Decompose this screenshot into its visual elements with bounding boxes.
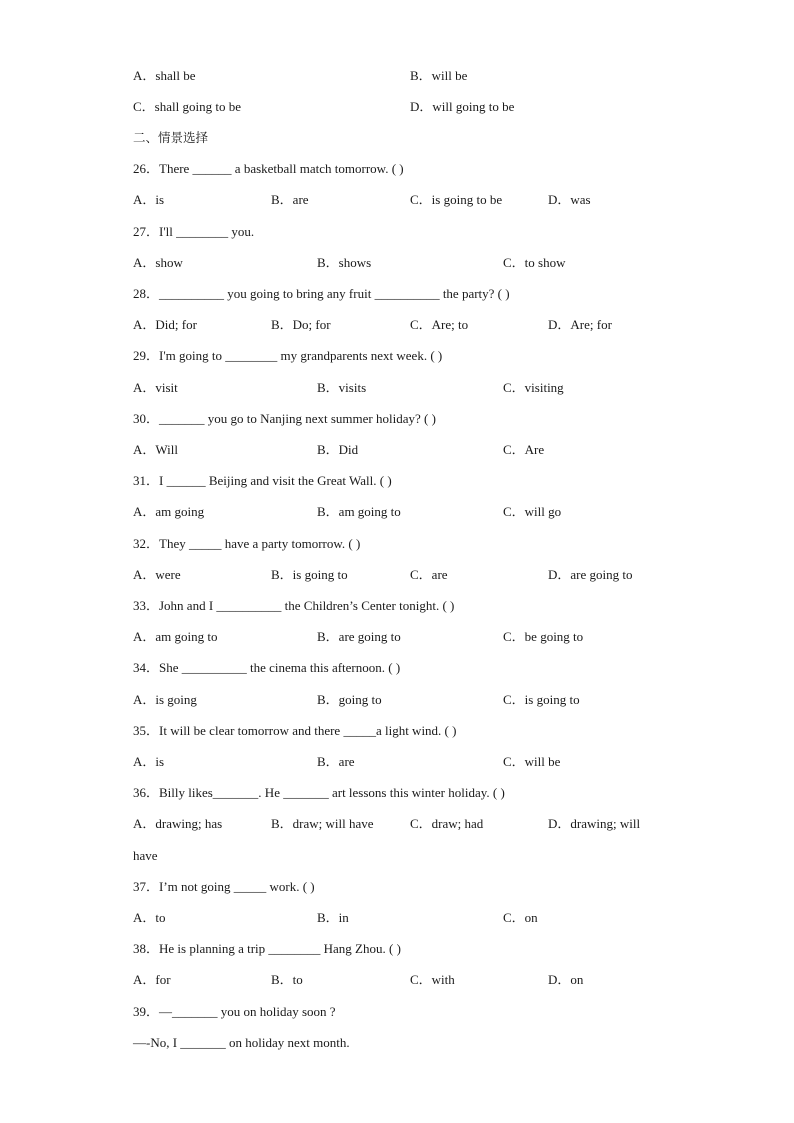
- question-29: 29．I'm going to ________ my grandparents next week. ( ): [133, 348, 443, 363]
- q38-option-d: D．on: [548, 972, 584, 987]
- q31-option-c: C．will go: [503, 504, 562, 519]
- option-b-will-be: B．will be: [410, 68, 468, 83]
- q38-option-a: A．for: [133, 972, 171, 987]
- question-32: 32．They _____ have a party tomorrow. ( ): [133, 536, 361, 551]
- question-28: 28．__________ you going to bring any fruit __________ the party? ( ): [133, 286, 510, 301]
- q27-option-b: B．shows: [317, 255, 372, 270]
- question-30: 30．_______ you go to Nanjing next summer holiday? ( ): [133, 411, 436, 426]
- question-37: 37．I’m not going _____ work. ( ): [133, 879, 315, 894]
- q36-option-b: B．draw; will have: [271, 816, 374, 831]
- question-36: 36．Billy likes_______. He _______ art lessons this winter holiday. ( ): [133, 785, 505, 800]
- q26-option-c: C．is going to be: [410, 192, 503, 207]
- q31-option-b: B．am going to: [317, 504, 401, 519]
- q35-option-a: A．is: [133, 754, 165, 769]
- option-c-shall-going-to-be: C．shall going to be: [133, 99, 241, 114]
- q30-option-b: B．Did: [317, 442, 359, 457]
- q33-option-c: C．be going to: [503, 629, 584, 644]
- q38-option-c: C．with: [410, 972, 455, 987]
- q30-option-a: A．Will: [133, 442, 178, 457]
- q28-option-c: C．Are; to: [410, 317, 469, 332]
- q34-option-a: A．is going: [133, 692, 197, 707]
- q37-option-b: B．in: [317, 910, 349, 925]
- question-31: 31．I ______ Beijing and visit the Great Wall. ( ): [133, 473, 392, 488]
- q29-option-c: C．visiting: [503, 380, 564, 395]
- question-26: 26．There ______ a basketball match tomorrow. ( ): [133, 161, 404, 176]
- q31-option-a: A．am going: [133, 504, 205, 519]
- question-33: 33．John and I __________ the Children’s Center tonight. ( ): [133, 598, 455, 613]
- q33-option-b: B．are going to: [317, 629, 401, 644]
- q32-option-b: B．is going to: [271, 567, 348, 582]
- question-38: 38．He is planning a trip ________ Hang Zhou. ( ): [133, 941, 401, 956]
- question-35: 35．It will be clear tomorrow and there _____a light wind. ( ): [133, 723, 457, 738]
- q27-option-a: A．show: [133, 255, 183, 270]
- q36-option-c: C．draw; had: [410, 816, 484, 831]
- q34-option-c: C．is going to: [503, 692, 580, 707]
- q36-option-a: A．drawing; has: [133, 816, 223, 831]
- q38-option-b: B．to: [271, 972, 303, 987]
- question-39-reply: —-No, I _______ on holiday next month.: [133, 1035, 350, 1050]
- section-title: 二、情景选择: [133, 130, 209, 145]
- q29-option-b: B．visits: [317, 380, 367, 395]
- q26-option-a: A．is: [133, 192, 165, 207]
- q30-option-c: C．Are: [503, 442, 545, 457]
- q36-option-d-wrap: have: [133, 848, 158, 863]
- q29-option-a: A．visit: [133, 380, 178, 395]
- q28-option-d: D．Are; for: [548, 317, 612, 332]
- q35-option-c: C．will be: [503, 754, 561, 769]
- q32-option-c: C．are: [410, 567, 448, 582]
- q32-option-d: D．are going to: [548, 567, 633, 582]
- q28-option-a: A．Did; for: [133, 317, 197, 332]
- q33-option-a: A．am going to: [133, 629, 218, 644]
- q26-option-b: B．are: [271, 192, 309, 207]
- q26-option-d: D．was: [548, 192, 591, 207]
- q32-option-a: A．were: [133, 567, 181, 582]
- question-34: 34．She __________ the cinema this afternoon. ( ): [133, 660, 401, 675]
- question-39: 39．—_______ you on holiday soon ?: [133, 1004, 336, 1019]
- q35-option-b: B．are: [317, 754, 355, 769]
- option-a-shall-be: A．shall be: [133, 68, 196, 83]
- option-d-will-going-to-be: D．will going to be: [410, 99, 515, 114]
- q37-option-a: A．to: [133, 910, 166, 925]
- q28-option-b: B．Do; for: [271, 317, 331, 332]
- question-27: 27．I'll ________ you.: [133, 224, 255, 239]
- q36-option-d: D．drawing; will: [548, 816, 641, 831]
- q34-option-b: B．going to: [317, 692, 382, 707]
- q27-option-c: C．to show: [503, 255, 566, 270]
- q37-option-c: C．on: [503, 910, 538, 925]
